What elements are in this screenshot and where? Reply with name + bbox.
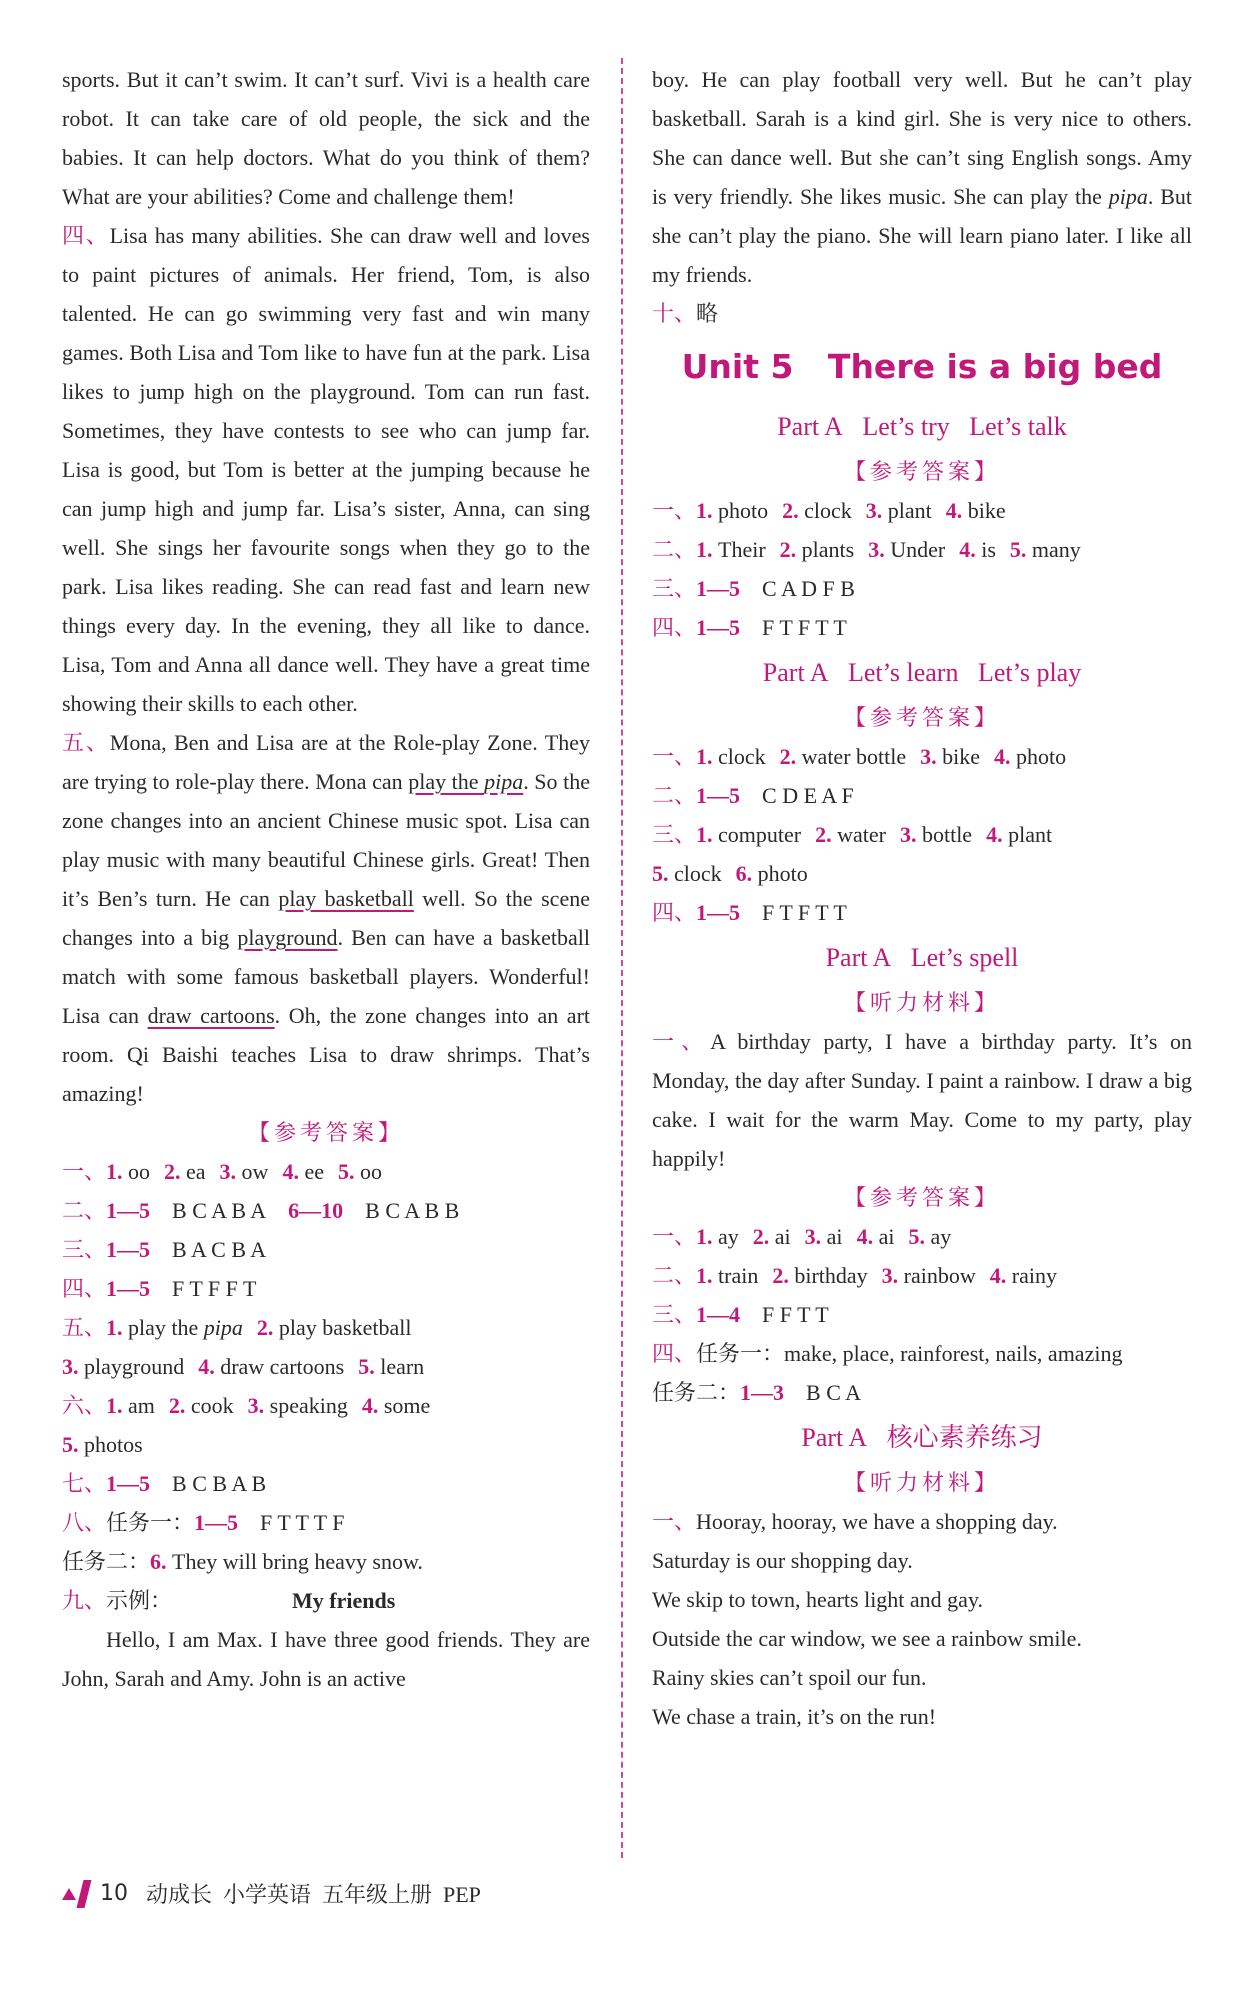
page-footer (62, 1878, 481, 1909)
p3-answer-1: 一、1. ay 2. ai 3. ai 4. ai 5. ay (652, 1224, 952, 1249)
p2-answer-3: 三、1. computer 2. water 3. bottle 4. plant (652, 822, 1053, 847)
underlined-phrase: play basketball (278, 886, 414, 911)
triangle-icon (62, 1888, 76, 1900)
listening-heading: 【听力材料】 (843, 990, 1000, 1015)
p4-listening-line-3: We skip to town, hearts light and gay. (652, 1587, 984, 1612)
answer-8-task2: 任务二：6. They will bring heavy snow. (62, 1549, 423, 1574)
text-run: . Oh, the zone changes into an art room. Qi Baishi teaches Lisa to draw shrimps. That’s amazing! (62, 1003, 591, 1106)
left-column (62, 60, 590, 1698)
part-heading-learn-play: Part A Let’s learn Let’s play (762, 658, 1082, 687)
p2-answer-3-cont: 5. clock 6. photo (652, 861, 808, 886)
answer-7: 七、1—5 B C B A B (62, 1471, 267, 1496)
answer-8: 八、任务一：1—5 F T T T F (62, 1510, 345, 1535)
p1-answer-4: 四、1—5 F T F T T (652, 615, 847, 640)
part-heading-try-talk: Part A Let’s try Let’s talk (777, 412, 1067, 441)
p4-listening-line-6: We chase a train, it’s on the run! (652, 1704, 937, 1729)
underlined-phrase: play the pipa (408, 769, 524, 794)
column-divider (621, 58, 623, 1858)
answer-4: 四、1—5 F T F F T (62, 1276, 257, 1301)
p2-answer-1: 一、1. clock 2. water bottle 3. bike 4. photo (652, 744, 1067, 769)
answer-10: 十、略 (652, 301, 719, 326)
text-run: well. So the scene changes into a big (62, 886, 590, 950)
p2-answer-2: 二、1—5 C D E A F (652, 783, 854, 808)
answer-6: 六、1. am 2. cook 3. speaking 4. some (62, 1393, 431, 1418)
answer-6-cont: 5. photos (62, 1432, 143, 1457)
sample-essay-cont: boy. He can play football very well. But he can’t play basketball. Sarah is a kind girl. She is very nice to others. She can dance well. But she can’t sing English songs. Amy is very friendly. She likes music. She can play the pipa. But she can’t play the piano. She will learn piano later. I like all my friends. (652, 67, 1192, 287)
unit-title: Unit 5 There is a big bed (681, 347, 1163, 386)
p4-listening-line-1: 一、Hooray, hooray, we have a shopping day. (652, 1509, 1058, 1534)
book-title: 动成长 小学英语 五年级上册 PEP (146, 1882, 481, 1907)
p3-listening-text: 一、A birthday party, I have a birthday party. It’s on Monday, the day after Sunday. I paint a rainbow. I draw a big cake. I wait for the warm May. Come to my party, play happily! (652, 1029, 1192, 1171)
underlined-phrase: playground (237, 925, 338, 950)
part-heading-spell: Part A Let’s spell (825, 943, 1019, 972)
reading-passage-end: sports. But it can’t swim. It can’t surf. Vivi is a health care robot. It can take care of old people, the sick and the babies. It can help doctors. What do you think of them? What are your abilities? Come and challenge them! (62, 67, 590, 209)
section-text: Lisa has many abilities. She can draw well and loves to paint pictures of animals. Her friend, Tom, is also talented. He can go swimming very fast and win many games. Both Lisa and Tom like to have fun at the park. Lisa likes to jump high on the playground. Tom can run fast. Sometimes, they have contests to see who can jump far. Lisa is good, but Tom is better at the jumping because he can jump high and jump far. Lisa’s sister, Anna, can sing well. She sings her favourite songs when they go to the park. Lisa likes reading. She can read fast and learn new things every day. In the evening, they all like to dance. Lisa, Tom and Anna all dance well. They have a great time showing their skills to each other. (62, 223, 590, 716)
p1-answer-3: 三、1—5 C A D F B (652, 576, 855, 601)
listening-heading: 【听力材料】 (843, 1470, 1000, 1495)
answer-heading: 【参考答案】 (843, 459, 1000, 484)
p3-answer-3: 三、1—4 F F T T (652, 1302, 829, 1327)
right-column (652, 60, 1192, 1736)
text-run: . Ben can have a basketball match with some famous basketball players. Wonderful! Lisa can (62, 925, 590, 1028)
p4-listening-line-4: Outside the car window, we see a rainbow smile. (652, 1626, 1082, 1651)
part-heading-core-practice: Part A 核心素养练习 (801, 1423, 1043, 1452)
p2-answer-4: 四、1—5 F T F T T (652, 900, 847, 925)
underlined-phrase: draw cartoons (147, 1003, 275, 1028)
p4-listening-line-5: Rainy skies can’t spoil our fun. (652, 1665, 927, 1690)
section-4-transcript (62, 216, 590, 723)
answer-1: 一、1. oo 2. ea 3. ow 4. ee 5. oo (62, 1159, 382, 1184)
p3-answer-2: 二、1. train 2. birthday 3. rainbow 4. rainy (652, 1263, 1057, 1288)
answer-9: 九、示例： My friends (62, 1588, 396, 1613)
answer-heading: 【参考答案】 (247, 1120, 404, 1145)
answer-heading: 【参考答案】 (843, 1185, 1000, 1210)
answer-3: 三、1—5 B A C B A (62, 1237, 267, 1262)
text-run: Mona, Ben and Lisa are at the Role-play Zone. They are trying to role-play there. Mona can (62, 730, 590, 794)
essay-title: My friends (292, 1588, 396, 1613)
p1-answer-1: 一、1. photo 2. clock 3. plant 4. bike (652, 498, 1006, 523)
section-5-transcript (62, 723, 590, 1113)
text-run: . So the zone changes into an ancient Chinese music spot. Lisa can play music with many beautiful Chinese girls. Great! Then it’s Ben’s turn. He can (62, 769, 590, 911)
section-marker: 四、 (62, 223, 110, 248)
sample-essay-start: Hello, I am Max. I have three good friends. They are John, Sarah and Amy. John is an active (62, 1627, 590, 1691)
p1-answer-2: 二、1. Their 2. plants 3. Under 4. is 5. many (652, 537, 1081, 562)
page-number: 10 (100, 1881, 128, 1906)
answer-5: 五、1. play the pipa 2. play basketball (62, 1315, 412, 1340)
answer-5-cont: 3. playground 4. draw cartoons 5. learn (62, 1354, 425, 1379)
p3-answer-4: 四、任务一：make, place, rainforest, nails, amazing (652, 1341, 1123, 1366)
answer-heading: 【参考答案】 (843, 705, 1000, 730)
bar-icon (77, 1880, 92, 1908)
section-marker: 五、 (62, 730, 110, 755)
answer-2: 二、1—5 B C A B A 6—10 B C A B B (62, 1198, 460, 1223)
p3-answer-4-task2: 任务二：1—3 B C A (652, 1380, 862, 1405)
p4-listening-line-2: Saturday is our shopping day. (652, 1548, 913, 1573)
